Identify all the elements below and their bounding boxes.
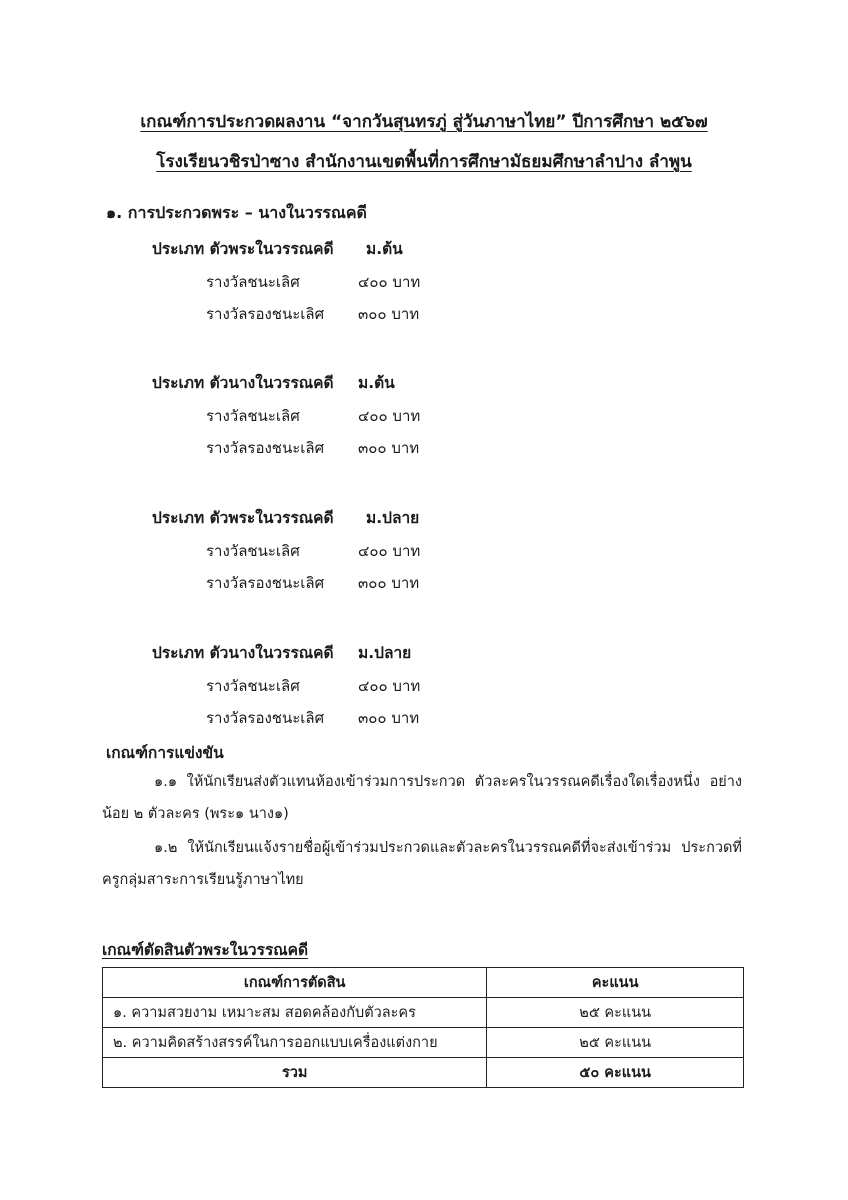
category-label: ประเภท ตัวนางในวรรณคดี xyxy=(152,374,334,392)
prize-name: รางวัลชนะเลิศ xyxy=(206,542,300,560)
prize-name: รางวัลรองชนะเลิศ xyxy=(206,439,325,457)
prize-amount: ๔๐๐ บาท xyxy=(358,677,421,695)
rules-heading: เกณฑ์การแข่งขัน xyxy=(106,744,224,762)
judging-table xyxy=(102,967,744,1088)
category-level: ม.ปลาย xyxy=(358,644,412,662)
judging-heading: เกณฑ์ตัดสินตัวพระในวรรณคดี xyxy=(102,941,309,959)
category-label: ประเภท ตัวพระในวรรณคดี xyxy=(152,240,334,258)
table-row xyxy=(103,998,744,1028)
category-level: ม.ปลาย xyxy=(366,509,420,527)
prize-amount: ๔๐๐ บาท xyxy=(358,273,421,291)
rule-text: ๑.๒ ให้นักเรียนแจ้งรายชื่อผู้เข้าร่วมประกวดและตัวละครในวรรณคดีที่จะส่งเข้าร่วม ประกวดที่ครูกลุ่มสาระการเรียนรู้ภาษาไทย xyxy=(102,840,742,888)
criteria-cell: ๒. ความคิดสร้างสรรค์ในการออกแบบเครื่องแต่งกาย xyxy=(103,1028,487,1058)
criteria-cell: ๑. ความสวยงาม เหมาะสม สอดคล้องกับตัวละคร xyxy=(103,998,487,1028)
rule-paragraph xyxy=(102,832,742,896)
prize-name: รางวัลชนะเลิศ xyxy=(206,677,300,695)
prize-amount: ๓๐๐ บาท xyxy=(358,574,420,592)
rule-paragraph xyxy=(102,766,742,830)
category-level: ม.ต้น xyxy=(366,240,403,258)
prize-name: รางวัลชนะเลิศ xyxy=(206,407,300,425)
prize-amount: ๓๐๐ บาท xyxy=(358,305,420,323)
score-cell: ๒๕ คะแนน xyxy=(487,998,744,1028)
column-header-score: คะแนน xyxy=(487,968,744,998)
prize-name: รางวัลรองชนะเลิศ xyxy=(206,709,325,727)
prize-name: รางวัลรองชนะเลิศ xyxy=(206,574,325,592)
school-subtitle: โรงเรียนวชิรป่าซาง สำนักงานเขตพื้นที่การศึกษามัธยมศึกษาลำปาง ลำพูน xyxy=(156,152,692,172)
prize-amount: ๔๐๐ บาท xyxy=(358,542,421,560)
prize-amount: ๓๐๐ บาท xyxy=(358,709,420,727)
table-header-row xyxy=(103,968,744,998)
document-title: เกณฑ์การประกวดผลงาน “จากวันสุนทรภู่ สู่วันภาษาไทย” ปีการศึกษา ๒๕๖๗ xyxy=(140,112,708,132)
score-cell: ๒๕ คะแนน xyxy=(487,1028,744,1058)
category-label: ประเภท ตัวพระในวรรณคดี xyxy=(152,509,334,527)
total-label: รวม xyxy=(103,1058,487,1088)
prize-amount: ๔๐๐ บาท xyxy=(358,407,421,425)
table-row xyxy=(103,1028,744,1058)
prize-amount: ๓๐๐ บาท xyxy=(358,439,420,457)
category-label: ประเภท ตัวนางในวรรณคดี xyxy=(152,644,334,662)
total-score: ๕๐ คะแนน xyxy=(487,1058,744,1088)
column-header-criteria: เกณฑ์การตัดสิน xyxy=(103,968,487,998)
rule-text: ๑.๑ ให้นักเรียนส่งตัวแทนห้องเข้าร่วมการประกวด ตัวละครในวรรณคดีเรื่องใดเรื่องหนึ่ง อย่างน้อย ๒ ตัวละคร (พระ๑ นาง๑) xyxy=(102,774,742,822)
category-level: ม.ต้น xyxy=(358,374,395,392)
prize-name: รางวัลชนะเลิศ xyxy=(206,273,300,291)
prize-name: รางวัลรองชนะเลิศ xyxy=(206,305,325,323)
section-heading: ๑. การประกวดพระ – นางในวรรณคดี xyxy=(106,203,367,222)
table-total-row xyxy=(103,1058,744,1088)
